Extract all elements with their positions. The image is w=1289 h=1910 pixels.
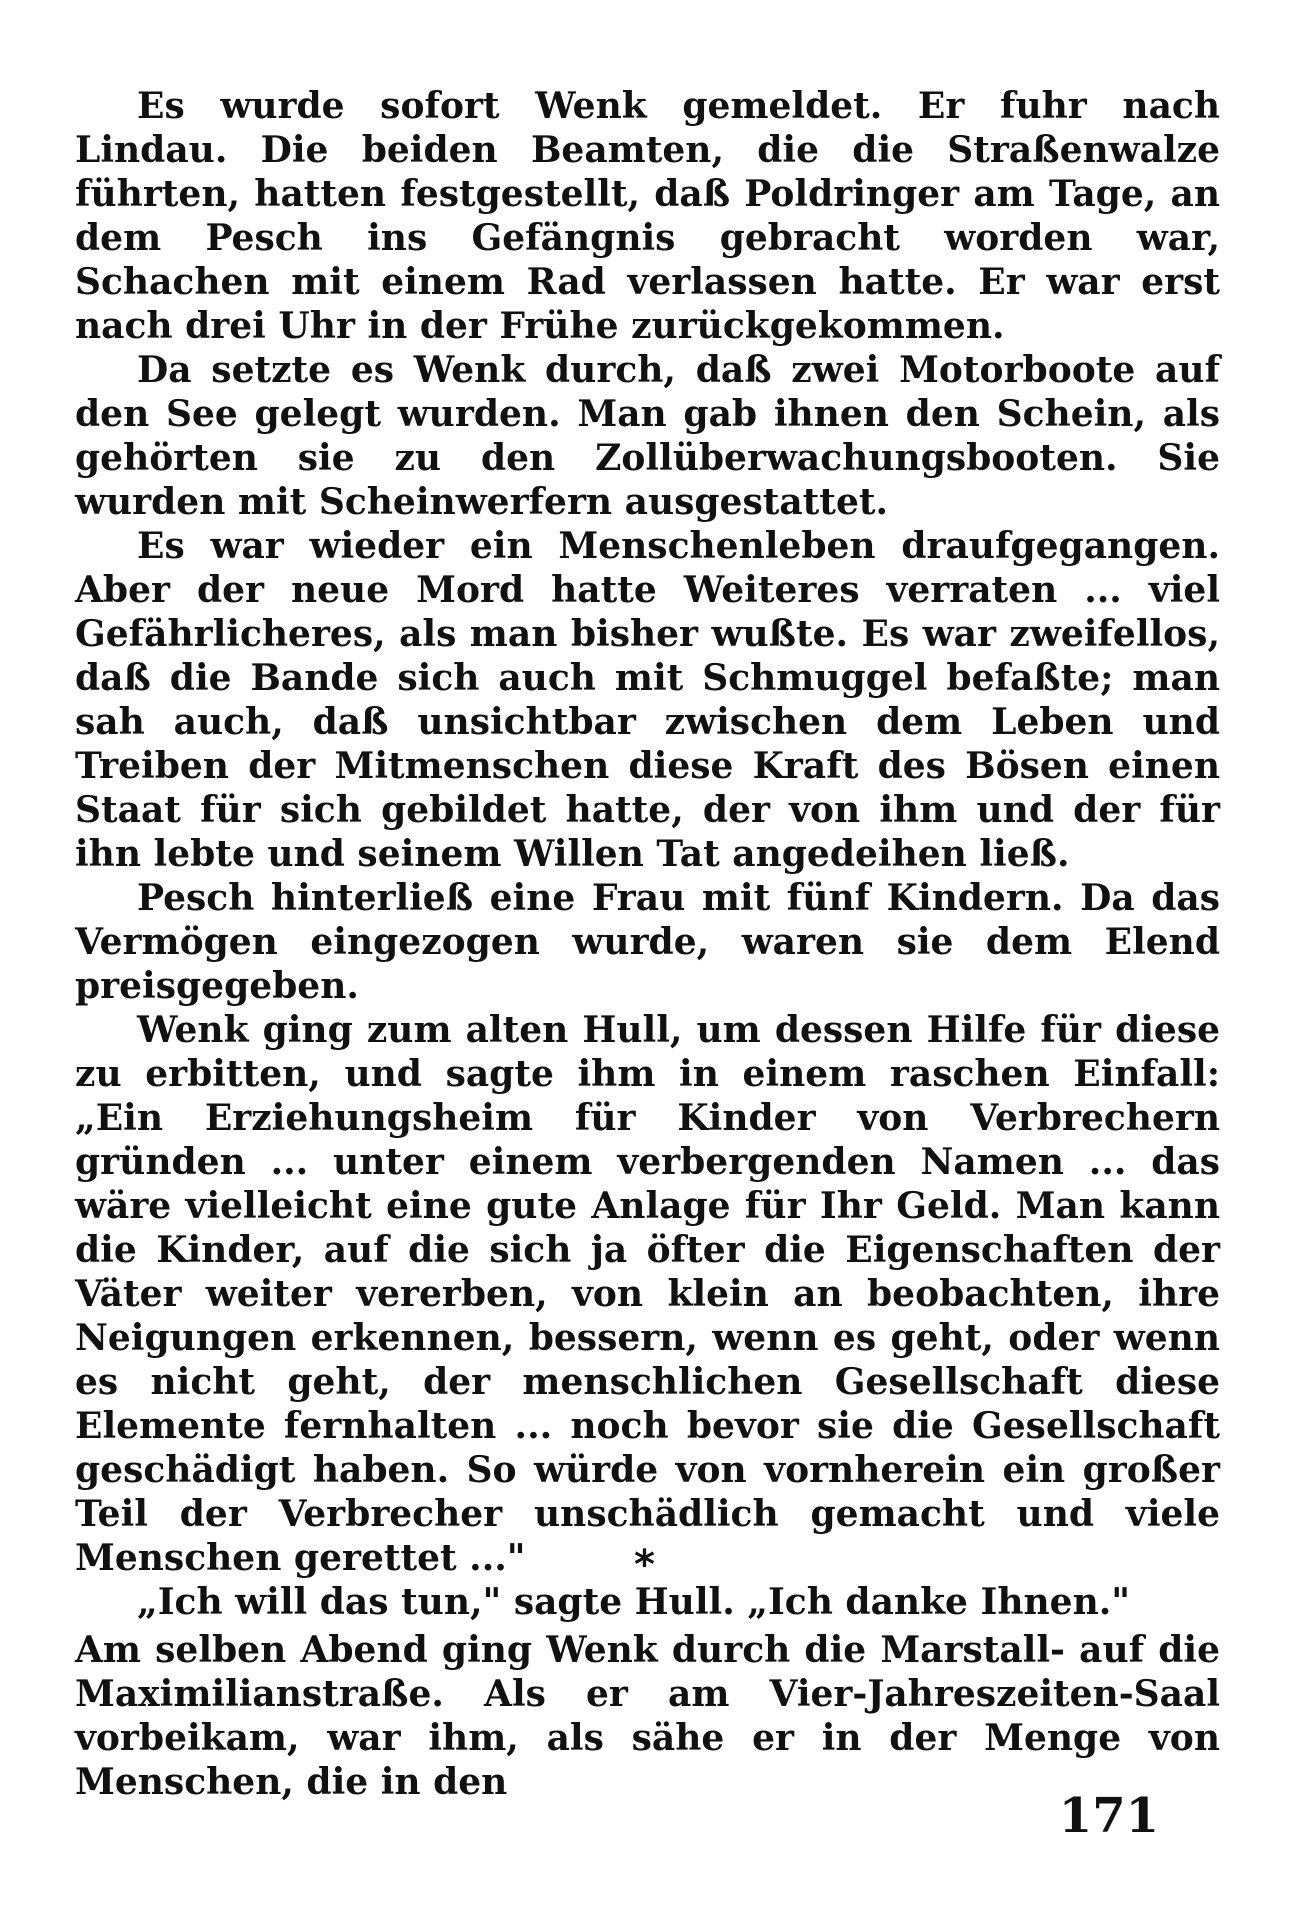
paragraph-7: Am selben Abend ging Wenk durch die Marstall- auf die Maximilianstraße. Als er am Vier-Jahreszeiten-Saal vorbeikam, war ihm, als sähe er in der Menge von Menschen, die in den: [75, 1629, 1220, 1803]
page-number: 171: [1058, 1788, 1159, 1844]
paragraph-5: Wenk ging zum alten Hull, um dessen Hilfe für diese zu erbitten, und sagte ihm in einem raschen Einfall: „Ein Erziehungsheim für Kinder von Verbrechern gründen ... unter einem verbergenden Namen ... das wäre vielleicht eine gute Anlage für Ihr Geld. Man kann die Kinder, auf die sich ja öfter die Eigenschaften der Väter weiter vererben, von klein an beobachten, ihre Neigungen erkennen, bessern, wenn es geht, oder wenn es nicht geht, der menschlichen Gesellschaft diese Elemente fernhalten ... noch bevor sie die Gesellschaft geschädigt haben. So würde von vornherein ein großer Teil der Verbrecher unschädlich gemacht und viele Menschen gerettet ...": [75, 1009, 1220, 1579]
paragraph-1: Es wurde sofort Wenk gemeldet. Er fuhr nach Lindau. Die beiden Beamten, die die Straßenwalze führten, hatten festgestellt, daß Poldringer am Tage, an dem Pesch ins Gefängnis gebracht worden war, Schachen mit einem Rad verlassen hatte. Er war erst nach drei Uhr in der Frühe zurückgekommen.: [75, 85, 1220, 347]
paragraph-6: „Ich will das tun," sagte Hull. „Ich danke Ihnen.": [137, 1581, 1131, 1623]
paragraph-3: Es war wieder ein Menschenleben draufgegangen. Aber der neue Mord hatte Weiteres verraten ... viel Gefährlicheres, als man bisher wußte. Es war zweifellos, daß die Bande sich auch mit Schmuggel befaßte; man sah auch, daß unsichtbar zwischen dem Leben und Treiben der Mitmenschen diese Kraft des Bösen einen Staat für sich gebildet hatte, der von ihm und der für ihn lebte und seinem Willen Tat angedeihen ließ.: [75, 525, 1220, 875]
continuation-text: [75, 1628, 1220, 1804]
paragraph-2: Da setzte es Wenk durch, daß zwei Motorboote auf den See gelegt wurden. Man gab ihnen den Schein, als gehörten sie zu den Zollüberwachungsbooten. Sie wurden mit Scheinwerfern ausgestattet.: [75, 349, 1220, 523]
main-text: [75, 84, 1220, 1624]
paragraph-4: Pesch hinterließ eine Frau mit fünf Kindern. Da das Vermögen eingezogen wurde, waren sie dem Elend preisgegeben.: [75, 877, 1220, 1007]
section-separator: *: [634, 1542, 655, 1588]
